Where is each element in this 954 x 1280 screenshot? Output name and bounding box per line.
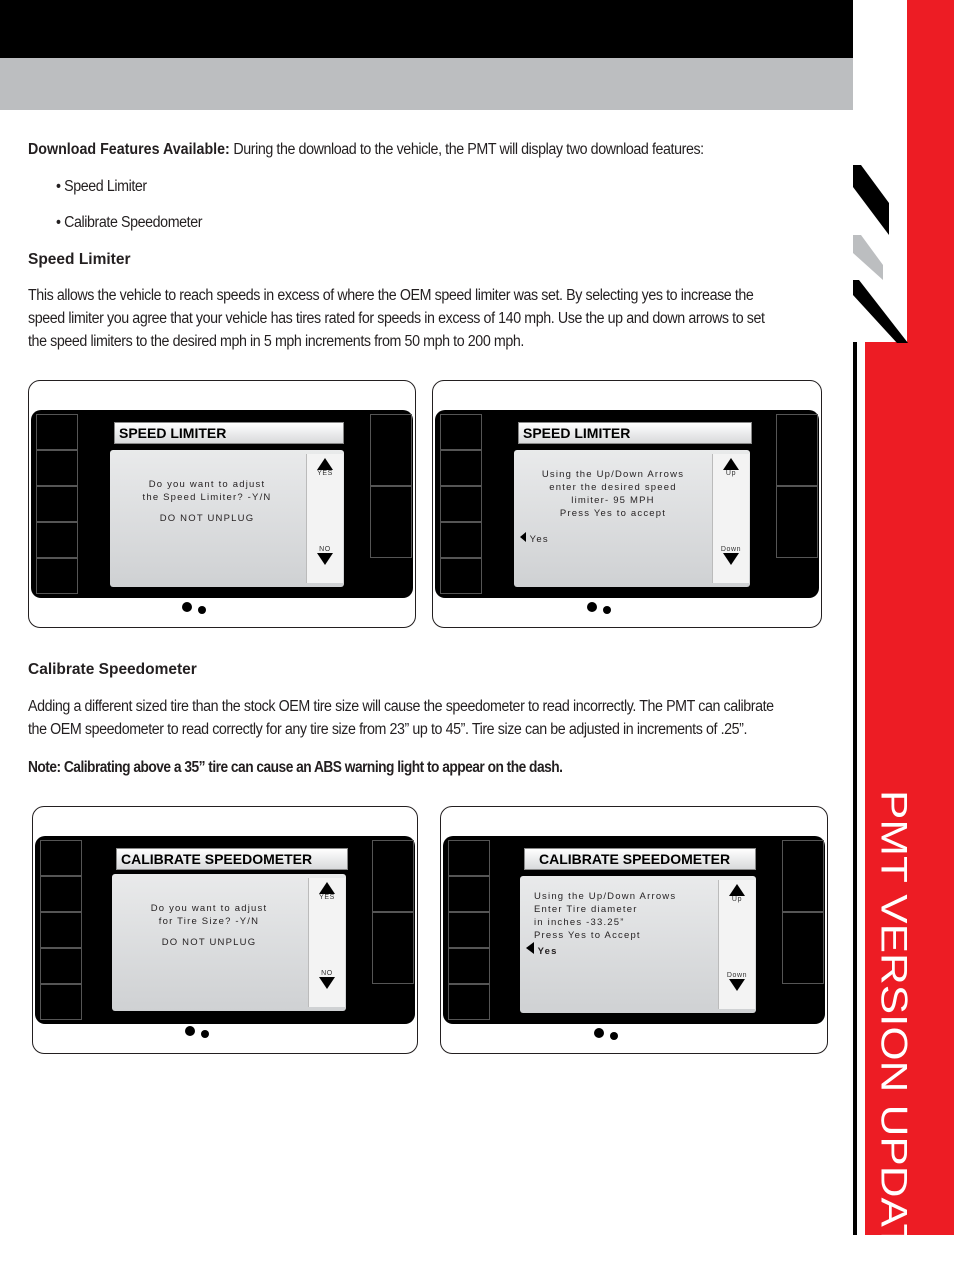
left-button-2[interactable] bbox=[448, 876, 490, 912]
screen-title: CALIBRATE SPEEDOMETER bbox=[116, 848, 348, 870]
down-label: Down bbox=[726, 972, 748, 979]
speed-limiter-body: This allows the vehicle to reach speeds in excess of where the OEM speed limiter was set. By selecting yes to increase the speed limiter you agree that your vehicle has tires rated for speeds in excess of 140 mph. Use the up and down arrows to set the speed limiters to the desired mph in 5 mph increments from 50 mph to 200 mph. bbox=[28, 287, 765, 350]
select-yes[interactable] bbox=[520, 532, 549, 546]
down-label: NO bbox=[321, 970, 333, 977]
up-arrow-icon[interactable] bbox=[729, 884, 745, 896]
left-button-1[interactable] bbox=[40, 840, 82, 876]
device-calibrate-prompt bbox=[32, 806, 418, 1054]
right-button-1[interactable] bbox=[370, 414, 412, 486]
sidebar-black-line bbox=[853, 342, 857, 1235]
up-arrow-icon[interactable] bbox=[317, 458, 333, 470]
message-line-3: DO NOT UNPLUG bbox=[159, 513, 255, 524]
sidebar-title: PMT VERSION UPDATE bbox=[873, 790, 915, 1280]
left-button-2[interactable] bbox=[36, 450, 78, 486]
right-button-2[interactable] bbox=[782, 912, 824, 984]
arrow-column bbox=[718, 880, 755, 1009]
arrow-column bbox=[308, 878, 345, 1007]
brand-text: BULLY DOG bbox=[621, 603, 671, 613]
down-arrow-icon[interactable] bbox=[317, 553, 333, 565]
left-button-2[interactable] bbox=[40, 876, 82, 912]
left-button-1[interactable] bbox=[448, 840, 490, 876]
bulldog-icon bbox=[583, 598, 617, 618]
screen bbox=[110, 450, 344, 587]
left-button-3[interactable] bbox=[440, 486, 482, 522]
down-arrow-icon[interactable] bbox=[723, 553, 739, 565]
right-button-2[interactable] bbox=[372, 912, 414, 984]
brand-text: BULLY DOG bbox=[628, 1029, 678, 1039]
left-button-3[interactable] bbox=[40, 912, 82, 948]
bulldog-icon bbox=[178, 598, 212, 618]
up-label: YES bbox=[319, 894, 335, 901]
calibrate-heading: Calibrate Speedometer bbox=[28, 661, 197, 678]
message-line-4: Press Yes to Accept bbox=[534, 930, 641, 941]
left-button-4[interactable] bbox=[36, 522, 78, 558]
left-button-1[interactable] bbox=[440, 414, 482, 450]
left-button-4[interactable] bbox=[40, 948, 82, 984]
speed-limiter-heading: Speed Limiter bbox=[28, 251, 131, 268]
screen bbox=[520, 876, 756, 1013]
screen-message bbox=[114, 902, 304, 949]
message-line-2: for Tire Size? -Y/N bbox=[158, 916, 260, 927]
up-arrow-icon[interactable] bbox=[319, 882, 335, 894]
screen bbox=[112, 874, 346, 1011]
select-arrow-icon bbox=[520, 532, 526, 542]
header-gray-bar bbox=[0, 58, 898, 110]
select-arrow-icon bbox=[526, 942, 534, 954]
arrow-column bbox=[712, 454, 749, 583]
bullet-speed-limiter: • Speed Limiter bbox=[56, 178, 147, 195]
intro-text: During the download to the vehicle, the PMT will display two download features: bbox=[229, 141, 704, 158]
message-line-3: in inches -33.25” bbox=[534, 917, 625, 928]
screen-message bbox=[516, 468, 710, 520]
message-line-2: enter the desired speed bbox=[549, 482, 677, 493]
message-line-4: Press Yes to accept bbox=[559, 508, 667, 519]
bullet-calibrate: • Calibrate Speedometer bbox=[56, 214, 203, 231]
screen-title: SPEED LIMITER bbox=[518, 422, 752, 444]
down-arrow-icon[interactable] bbox=[729, 979, 745, 991]
left-button-4[interactable] bbox=[440, 522, 482, 558]
message-line-1: Using the Up/Down Arrows bbox=[541, 469, 685, 480]
brand-logo bbox=[32, 1022, 418, 1042]
bulldog-icon bbox=[590, 1024, 624, 1044]
header-black-bar bbox=[0, 0, 898, 58]
select-label: Yes bbox=[529, 534, 549, 545]
calibrate-note: Note: Calibrating above a 35” tire can cause an ABS warning light to appear on the dash. bbox=[28, 759, 563, 776]
arrow-column bbox=[306, 454, 343, 583]
right-button-2[interactable] bbox=[776, 486, 818, 558]
intro-paragraph bbox=[28, 138, 778, 161]
message-line-1: Do you want to adjust bbox=[150, 903, 268, 914]
screen-message bbox=[534, 890, 676, 958]
brand-text: BULLY DOG bbox=[219, 1027, 269, 1037]
up-label: Up bbox=[731, 896, 743, 903]
down-arrow-icon[interactable] bbox=[319, 977, 335, 989]
screen-message bbox=[112, 478, 302, 525]
left-button-1[interactable] bbox=[36, 414, 78, 450]
up-arrow-icon[interactable] bbox=[723, 458, 739, 470]
message-line-2: the Speed Limiter? -Y/N bbox=[142, 492, 272, 503]
bulldog-icon bbox=[181, 1022, 215, 1042]
brand-logo bbox=[432, 598, 822, 618]
device-speed-limiter-set bbox=[432, 380, 822, 628]
select-label: Yes bbox=[537, 946, 558, 957]
screen-title: CALIBRATE SPEEDOMETER bbox=[524, 848, 756, 870]
intro-heading: Download Features Available: bbox=[28, 141, 230, 158]
right-button-1[interactable] bbox=[372, 840, 414, 912]
select-yes[interactable] bbox=[526, 942, 676, 958]
left-button-5[interactable] bbox=[36, 558, 78, 594]
up-label: YES bbox=[317, 470, 333, 477]
message-line-1: Using the Up/Down Arrows bbox=[534, 891, 677, 902]
down-label: Down bbox=[720, 546, 742, 553]
right-button-2[interactable] bbox=[370, 486, 412, 558]
left-button-5[interactable] bbox=[440, 558, 482, 594]
right-button-1[interactable] bbox=[782, 840, 824, 912]
left-button-4[interactable] bbox=[448, 948, 490, 984]
left-button-3[interactable] bbox=[448, 912, 490, 948]
message-line-3: limiter- 95 MPH bbox=[571, 495, 655, 506]
left-button-5[interactable] bbox=[448, 984, 490, 1020]
up-label: Up bbox=[725, 470, 737, 477]
down-label: NO bbox=[319, 546, 331, 553]
message-line-2: Enter Tire diameter bbox=[534, 904, 638, 915]
message-line-3: DO NOT UNPLUG bbox=[161, 937, 257, 948]
message-line-1: Do you want to adjust bbox=[148, 479, 266, 490]
left-button-5[interactable] bbox=[40, 984, 82, 1020]
slash-stripes-logo bbox=[853, 165, 913, 345]
left-button-2[interactable] bbox=[440, 450, 482, 486]
screen-title: SPEED LIMITER bbox=[114, 422, 344, 444]
brand-logo bbox=[440, 1024, 828, 1044]
left-button-3[interactable] bbox=[36, 486, 78, 522]
device-speed-limiter-prompt bbox=[28, 380, 416, 628]
brand-text: BULLY DOG bbox=[216, 603, 266, 613]
calibrate-body: Adding a different sized tire than the stock OEM tire size will cause the speedometer to read incorrectly. The PMT can calibrate the OEM speedometer to read correctly for any tire size from 23” up to 45”. Tire size can be adjusted in increments of .25”. bbox=[28, 698, 774, 738]
screen bbox=[514, 450, 750, 587]
right-button-1[interactable] bbox=[776, 414, 818, 486]
device-calibrate-set bbox=[440, 806, 828, 1054]
brand-logo bbox=[28, 598, 416, 618]
